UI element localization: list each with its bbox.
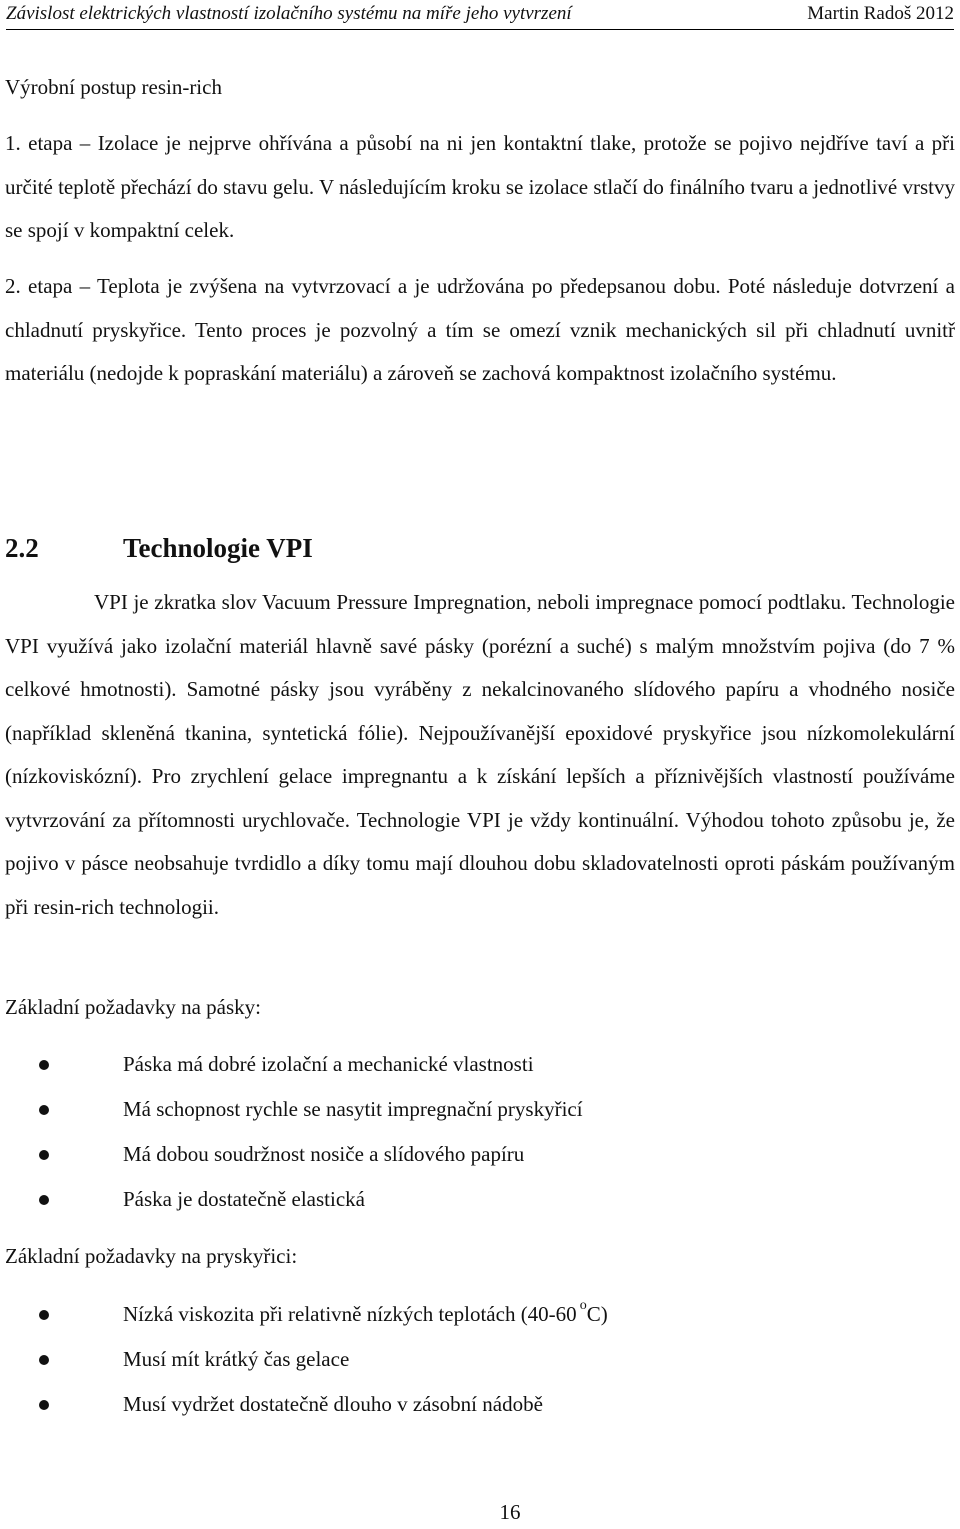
tape-requirements-list [0,1042,960,1222]
list-item: Páska je dostatečně elastická [0,1177,960,1222]
list-item: Má schopnost rychle se nasytit impregnační pryskyřicí [0,1087,960,1132]
header-document-title: Závislost elektrických vlastností izolačního systému na míře jeho vytvrzení [6,3,572,24]
bullet-icon [39,1400,49,1410]
tape-requirements-heading: Základní požadavky na pásky: [5,995,261,1019]
degree-symbol: o [579,1298,587,1313]
list-item: Musí mít krátký čas gelace [0,1337,960,1382]
bullet-icon [39,1060,49,1070]
section-heading [5,528,313,568]
page-number: 16 [499,1500,521,1524]
stage-1-paragraph: 1. etapa – Izolace je nejprve ohřívána a působí na ni jen kontaktní tlake, protože se pojivo nejdříve taví a při určité teplotě přechází do stavu gelu. V následujícím kroku se izolace stlačí do finálního tvaru a jednotlivé vrstvy se spojí v kompaktní celek. [5,131,955,242]
bullet-icon [39,1355,49,1365]
section-number: 2.2 [5,533,39,563]
resin-requirements-heading: Základní požadavky na pryskyřici: [5,1244,298,1268]
temperature-unit: C) [586,1302,608,1326]
list-item [0,1292,960,1337]
stage-2-paragraph: 2. etapa – Teplota je zvýšena na vytvrzovací a je udržována po předepsanou dobu. Poté následuje dotvrzení a chladnutí pryskyřice. Tento proces je pozvolný a tím se omezí vznik mechanických sil při chladnutí uvnitř materiálu (nedojde k popraskání materiálu) a zároveň se zachová kompaktnost izolačního systému. [5,274,955,385]
vpi-paragraph: VPI je zkratka slov Vacuum Pressure Impregnation, neboli impregnace pomocí podtlaku. Technologie VPI využívá jako izolační materiál hlavně savé pásky (porézní a suché) s malým množstvím pojiva (do 7 % celkové hmotnosti). Samotné pásky jsou vyráběny z nekalcinovaného slídového papíru a vhodného nosiče (například skleněná tkanina, syntetická fólie). Nejpoužívanější epoxidové pryskyřice jsou nízkomolekulární (nízkoviskózní). Pro zrychlení gelace impregnantu a k získání lepších a příznivějších vlastností používáme vytvrzování za přítomnosti urychlovače. Technologie VPI je vždy kontinuální. Výhodou tohoto způsobu je, že pojivo v pásce neobsahuje tvrdidlo a díky tomu mají dlouhou dobu skladovatelnosti oproti páskám používaným při resin-rich technologii. [5,590,955,919]
viscosity-text: Nízká viskozita při relativně nízkých teplotách (40-60 [123,1302,577,1326]
list-item: Má dobou soudržnost nosiče a slídového papíru [0,1132,960,1177]
resin-requirements-list [0,1292,960,1427]
running-header [6,3,954,30]
bullet-icon [39,1310,49,1320]
resin-rich-title: Výrobní postup resin-rich [5,75,222,99]
bullet-icon [39,1105,49,1115]
header-author-year: Martin Radoš 2012 [807,3,954,24]
list-item: Musí vydržet dostatečně dlouho v zásobní nádobě [0,1382,960,1427]
bullet-icon [39,1150,49,1160]
list-item: Páska má dobré izolační a mechanické vlastnosti [0,1042,960,1087]
section-title: Technologie VPI [123,533,313,563]
bullet-icon [39,1195,49,1205]
